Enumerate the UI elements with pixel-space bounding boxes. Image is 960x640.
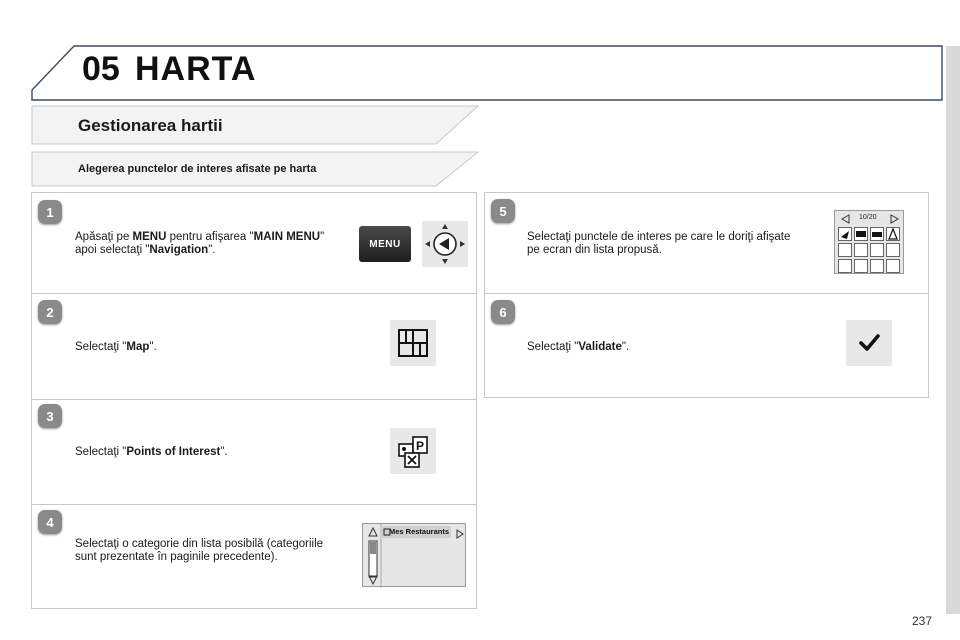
- category-list-screen-icon: [362, 523, 466, 587]
- subsection-title: Alegerea punctelor de interes afisate pe harta: [78, 163, 317, 175]
- map-icon: [390, 320, 436, 366]
- step-4-badge: 4: [38, 510, 62, 534]
- chapter-number: 05: [82, 50, 120, 88]
- step-5-text: Selectaţi punctele de interes pe care le doriţi afişate pe ecran din lista propusă.: [527, 231, 791, 256]
- category-label: Mes Restaurants: [389, 527, 450, 536]
- checkmark-icon: [846, 320, 892, 366]
- step-4-text: Selectaţi o categorie din lista posibilă (categoriile sunt prezentate în paginile precedente).: [75, 538, 324, 563]
- step-2-badge: 2: [38, 300, 62, 324]
- step-6-text: Selectaţi "Validate".: [527, 341, 630, 353]
- section-title: Gestionarea hartii: [78, 116, 223, 135]
- poi-page-counter: 10/20: [859, 214, 877, 221]
- poi-selection-screen-icon: [834, 210, 904, 274]
- step-1-text: Apăsaţi pe MENU pentru afişarea "MAIN MENU" apoi selectaţi "Navigation".: [75, 231, 325, 256]
- points-of-interest-icon: [390, 428, 436, 474]
- step-3-badge: 3: [38, 404, 62, 428]
- chapter-title: HARTA: [135, 50, 257, 88]
- menu-button-icon: MENU: [359, 226, 411, 262]
- svg-text:P: P: [416, 439, 425, 453]
- step-5-badge: 5: [491, 199, 515, 223]
- page-number: 237: [911, 614, 932, 628]
- dial-control-icon: [422, 221, 468, 267]
- step-1-badge: 1: [38, 200, 62, 224]
- step-2-text: Selectaţi "Map".: [75, 341, 157, 353]
- step-6-badge: 6: [491, 300, 515, 324]
- step-3-text: Selectaţi "Points of Interest".: [75, 446, 228, 458]
- page-side-strip: [946, 46, 960, 614]
